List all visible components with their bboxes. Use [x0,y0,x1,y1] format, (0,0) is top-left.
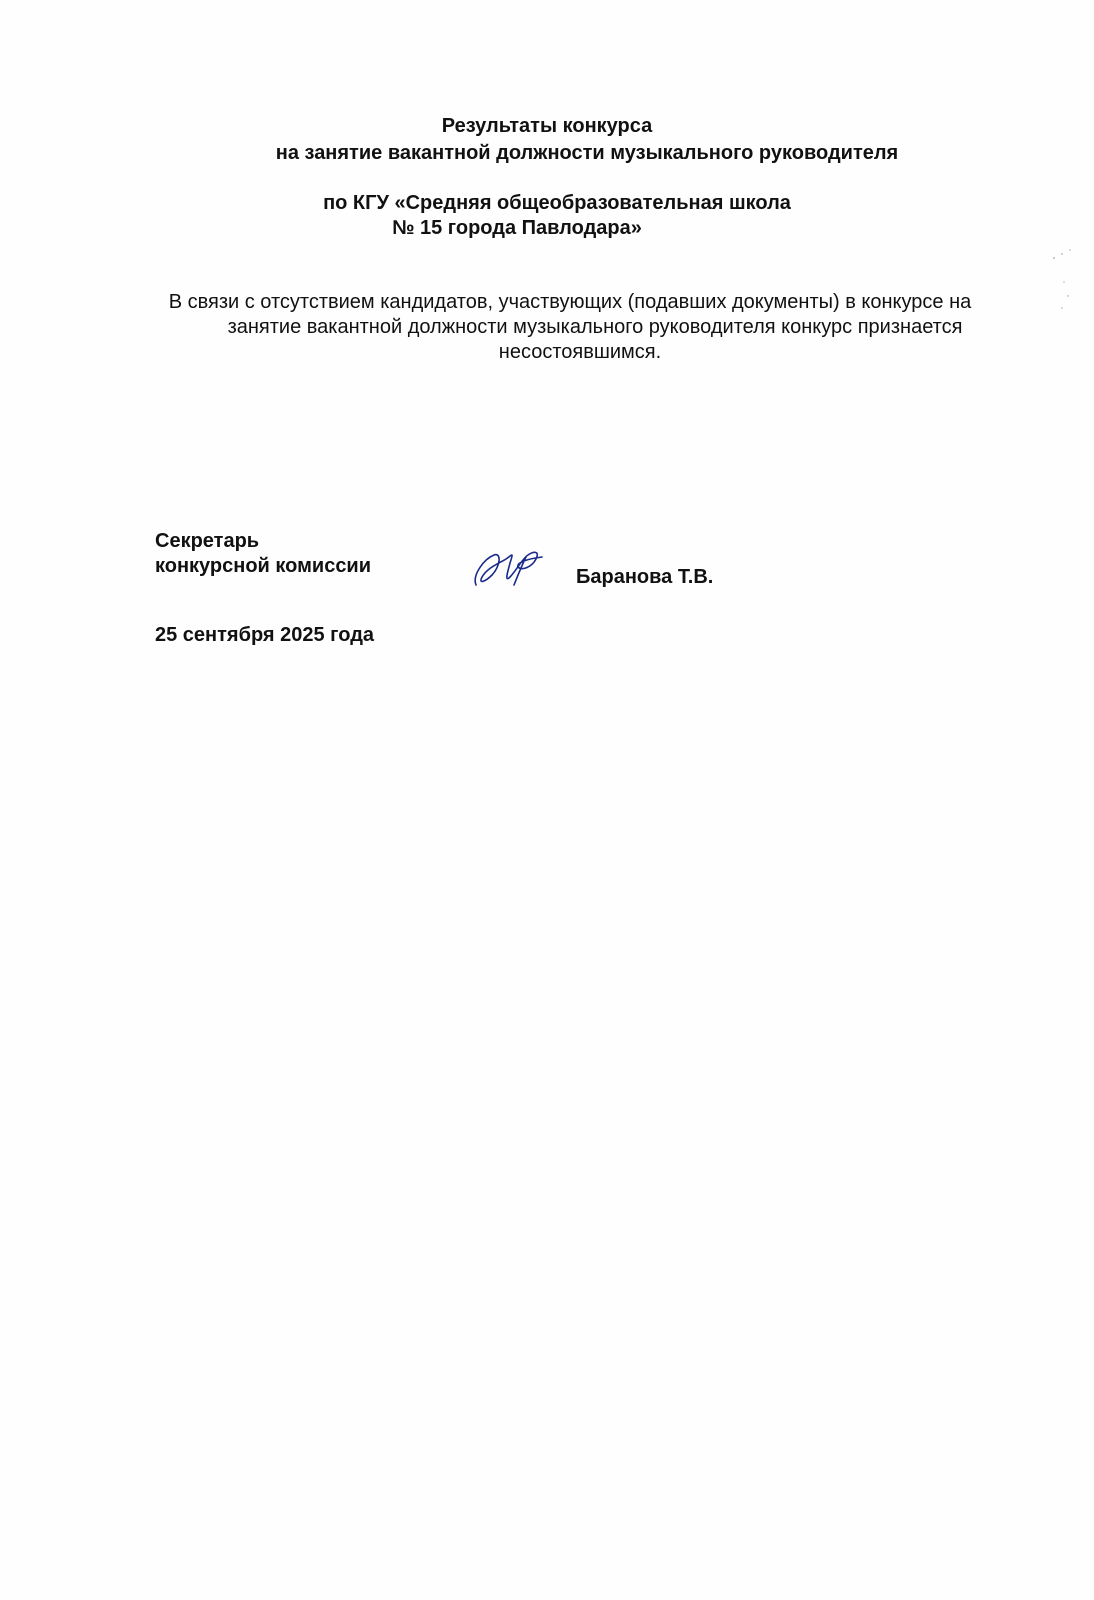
secretary-role-line-2: конкурсной комиссии [155,555,372,577]
handwritten-signature [470,545,552,591]
scan-specks [1050,240,1080,320]
secretary-role-line-1: Секретарь [155,530,260,552]
document-date: 25 сентября 2025 года [155,624,375,646]
organization-line-1 [10,190,1094,216]
signer-name: Баранова Т.В. [576,566,714,588]
organization-line-2 [0,215,1064,241]
organization-text-2: № 15 города Павлодара» [392,217,642,239]
title-line-2: на занятие вакантной должности музыкального руководителя [275,142,899,164]
title-line-1: Результаты конкурса [441,115,653,137]
title-heading [0,113,1094,139]
title-subheading [40,140,1094,166]
organization-text-1: по КГУ «Средняя общеобразовательная школа [323,192,791,214]
body-paragraph-line-2: занятие вакантной должности музыкального руководителя конкурс признается [227,316,963,338]
body-paragraph-line-1: В связи с отсутствием кандидатов, участвующих (подавших документы) в конкурсе на [168,291,972,313]
body-paragraph-line-3: несостоявшимся. [498,341,662,363]
